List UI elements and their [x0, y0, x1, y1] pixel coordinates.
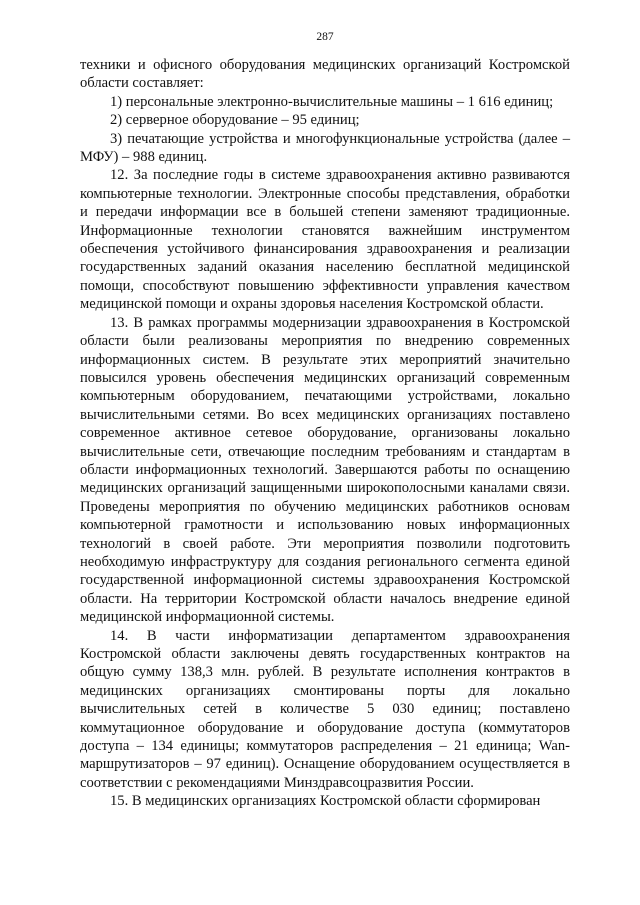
- page-number: 287: [316, 31, 334, 43]
- list-item-servers: 2) серверное оборудование – 95 единиц;: [110, 112, 360, 129]
- list-item-printers: 3) печатающие устройства и многофункциональные устройства (далее – МФУ) – 988 единиц.: [80, 130, 570, 166]
- paragraph-continuation: техники и офисного оборудования медицинских организаций Костромской области составляет:: [80, 57, 570, 92]
- list-item-pc: 1) персональные электронно-вычислительные машины – 1 616 единиц;: [110, 93, 554, 110]
- paragraph-12: 12. За последние годы в системе здравоохранения активно развиваются компьютерные технологии. Электронные способы представления, обработки и передачи информации все в большей степени заменяют традиционные. Информационные технологии становятся важнейшим инструментом обеспечения устойчивого финансирования здравоохранения и реализации государственных заданий оказания населению бесплатной медицинской помощи, способствуют повышению эффективности управления качеством медицинской помощи и охраны здоровья населения Костромской области.: [80, 167, 570, 313]
- paragraph-14: 14. В части информатизации департаментом здравоохранения Костромской области заключены девять государственных контрактов на общую сумму 138,3 млн. рублей. В результате исполнения контрактов в медицинских организациях смонтированы порты для локально вычислительных сетей в количестве 5 030 единиц; поставлено коммутационное оборудование и оборудование доступа (коммутаторов доступа – 134 единицы; коммутаторов распределения – 21 единица; Wan-маршрутизаторов – 97 единиц). Оснащение оборудованием осуществляется в соответствии с рекомендациями Минздравсоцразвития России.: [80, 627, 570, 791]
- paragraph-13: 13. В рамках программы модернизации здравоохранения в Костромской области были реализованы мероприятия по внедрению современных информационных систем. В результате этих мероприятий значительно повысился уровень обеспечения медицинских организаций современным компьютерным оборудованием, печатающими устройствами, локально вычислительными сетями. Во всех медицинских организациях поставлено современное активное сетевое оборудование, организованы локально вычислительные сети, отвечающие последним требованиям и стандартам в области информационных технологий. Завершаются работы по оснащению медицинских организаций защищенными широкополосными каналами связи. Проведены мероприятия по обучению медицинских работников основам компьютерной грамотности и использованию новых информационных технологий в своей работе. Эти мероприятия позволили подготовить необходимую инфраструктуру для создания регионального сегмента единой государственной информационной системы здравоохранения Костромской области. На территории Костромской области началось внедрение единой медицинской информационной системы.: [80, 314, 570, 626]
- paragraph-15: 15. В медицинских организациях Костромской области сформирован: [110, 793, 541, 810]
